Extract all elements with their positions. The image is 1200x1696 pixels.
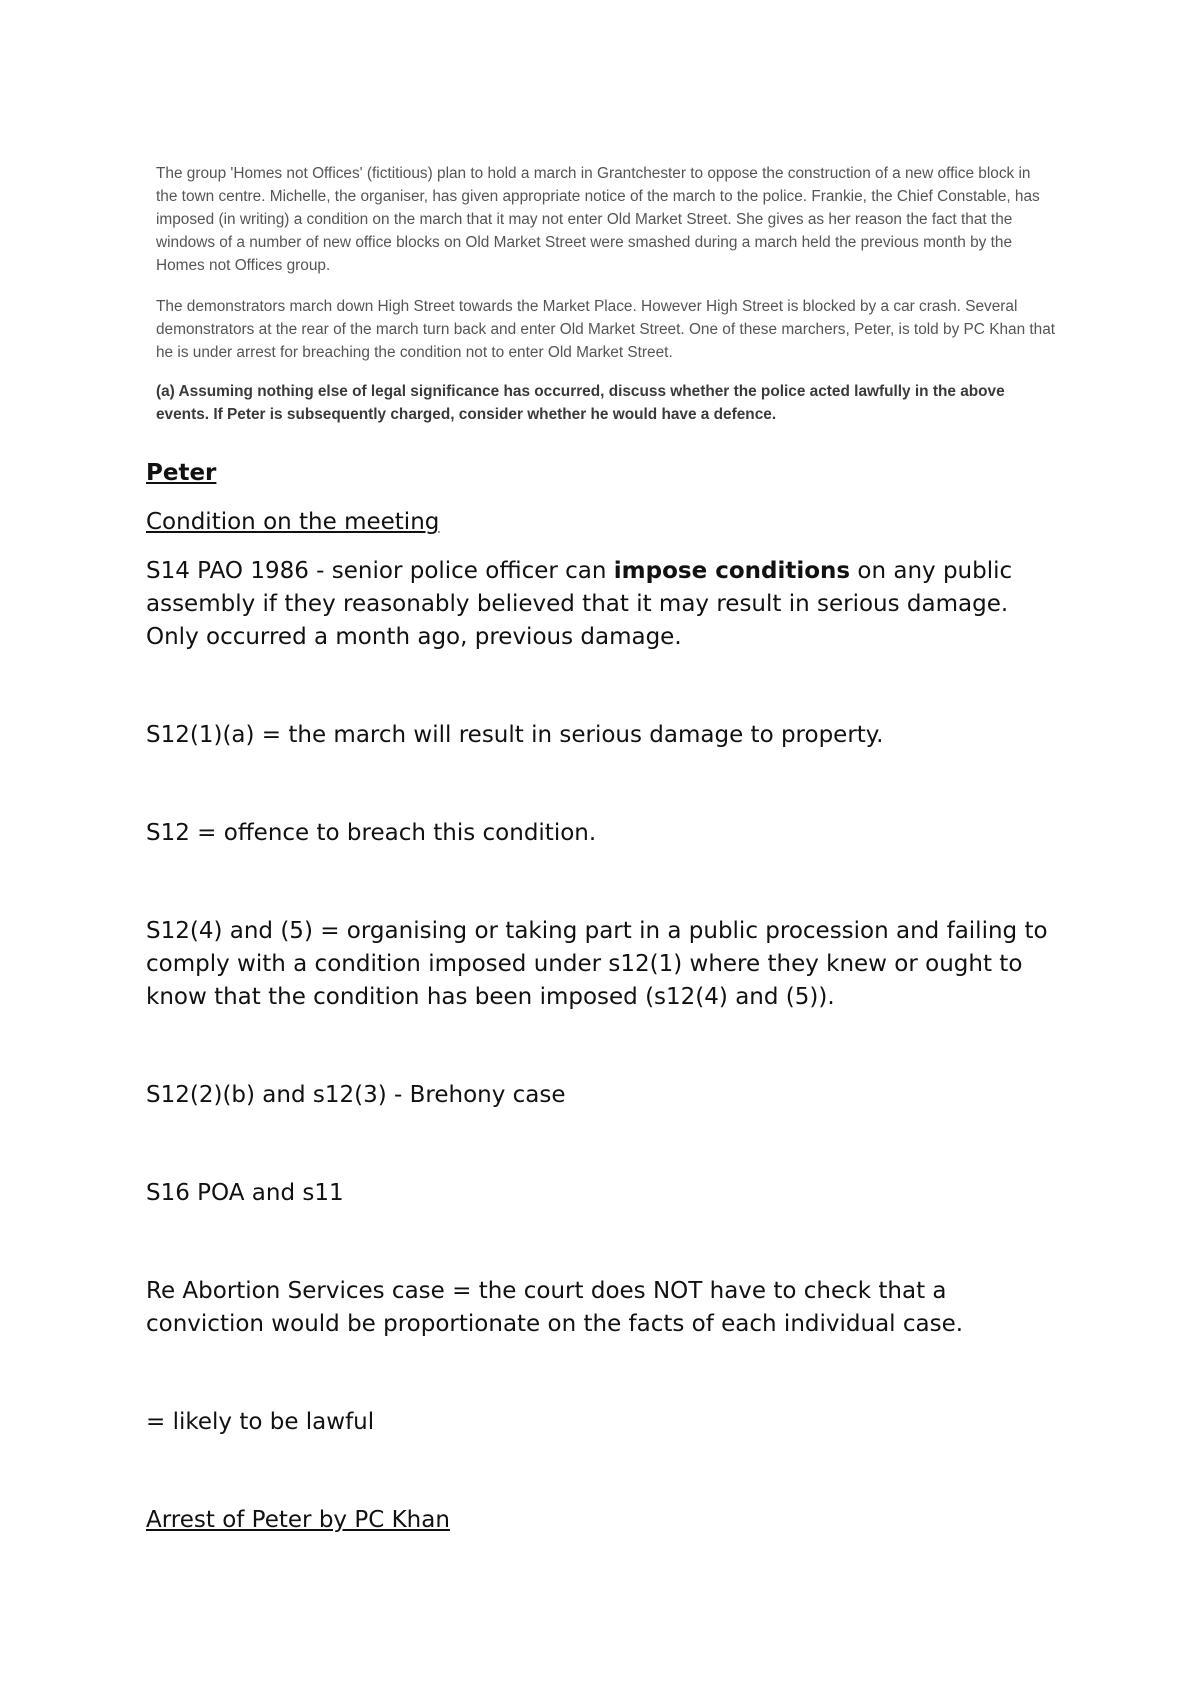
paragraph: Re Abortion Services case = the court does NOT have to check that a conviction would be proportionate on the facts of each individual case. xyxy=(146,1278,964,1337)
subheading: Condition on the meeting xyxy=(146,509,440,535)
question-prompt: (a) Assuming nothing else of legal significance has occurred, discuss whether the police acted lawfully in the above events. If Peter is subsequently charged, consider whether he would have a defence. xyxy=(156,383,1005,423)
paragraph: S12(2)(b) and s12(3) - Brehony case xyxy=(146,1082,566,1108)
question-paragraph: The demonstrators march down High Street towards the Market Place. However High Street is blocked by a car crash. Several demonstrators at the rear of the march turn back and enter Old Market Street. One of these marchers, Peter, is told by PC Khan that he is under arrest for breaching the condition not to enter Old Market Street. xyxy=(156,298,1056,361)
paragraph: S12(4) and (5) = organising or taking part in a public procession and failing to comply with a condition imposed under s12(1) where they knew or ought to know that the condition has been imposed (s12(4) and (5)). xyxy=(146,918,1048,1010)
paragraph: S12(1)(a) = the march will result in serious damage to property. xyxy=(146,722,884,748)
subheading: Arrest of Peter by PC Khan xyxy=(146,1507,450,1533)
section-heading: Peter xyxy=(146,460,217,486)
notes-body xyxy=(146,457,1066,1537)
s14-bold-text: impose conditions xyxy=(613,558,851,584)
paragraph-s14 xyxy=(146,555,1066,654)
paragraph: = likely to be lawful xyxy=(146,1409,375,1435)
paragraph: S16 POA and s11 xyxy=(146,1180,344,1206)
s14-text: S14 PAO 1986 - senior police officer can xyxy=(146,558,614,584)
question-paragraph: The group 'Homes not Offices' (fictitious) plan to hold a march in Grantchester to oppose the construction of a new office block in the town centre. Michelle, the organiser, has given appropriate notice of the march to the police. Frankie, the Chief Constable, has imposed (in writing) a condition on the march that it may not enter Old Market Street. She gives as her reason the fact that the windows of a number of new office blocks on Old Market Street were smashed during a march held the previous month by the Homes not Offices group. xyxy=(156,165,1040,274)
question-image xyxy=(156,162,1056,426)
s14-text: on any public assembly if they reasonably believed that it may result in serious damage. Only occurred a month ago, previous damage. xyxy=(146,558,1013,650)
paragraph: S12 = offence to breach this condition. xyxy=(146,820,597,846)
